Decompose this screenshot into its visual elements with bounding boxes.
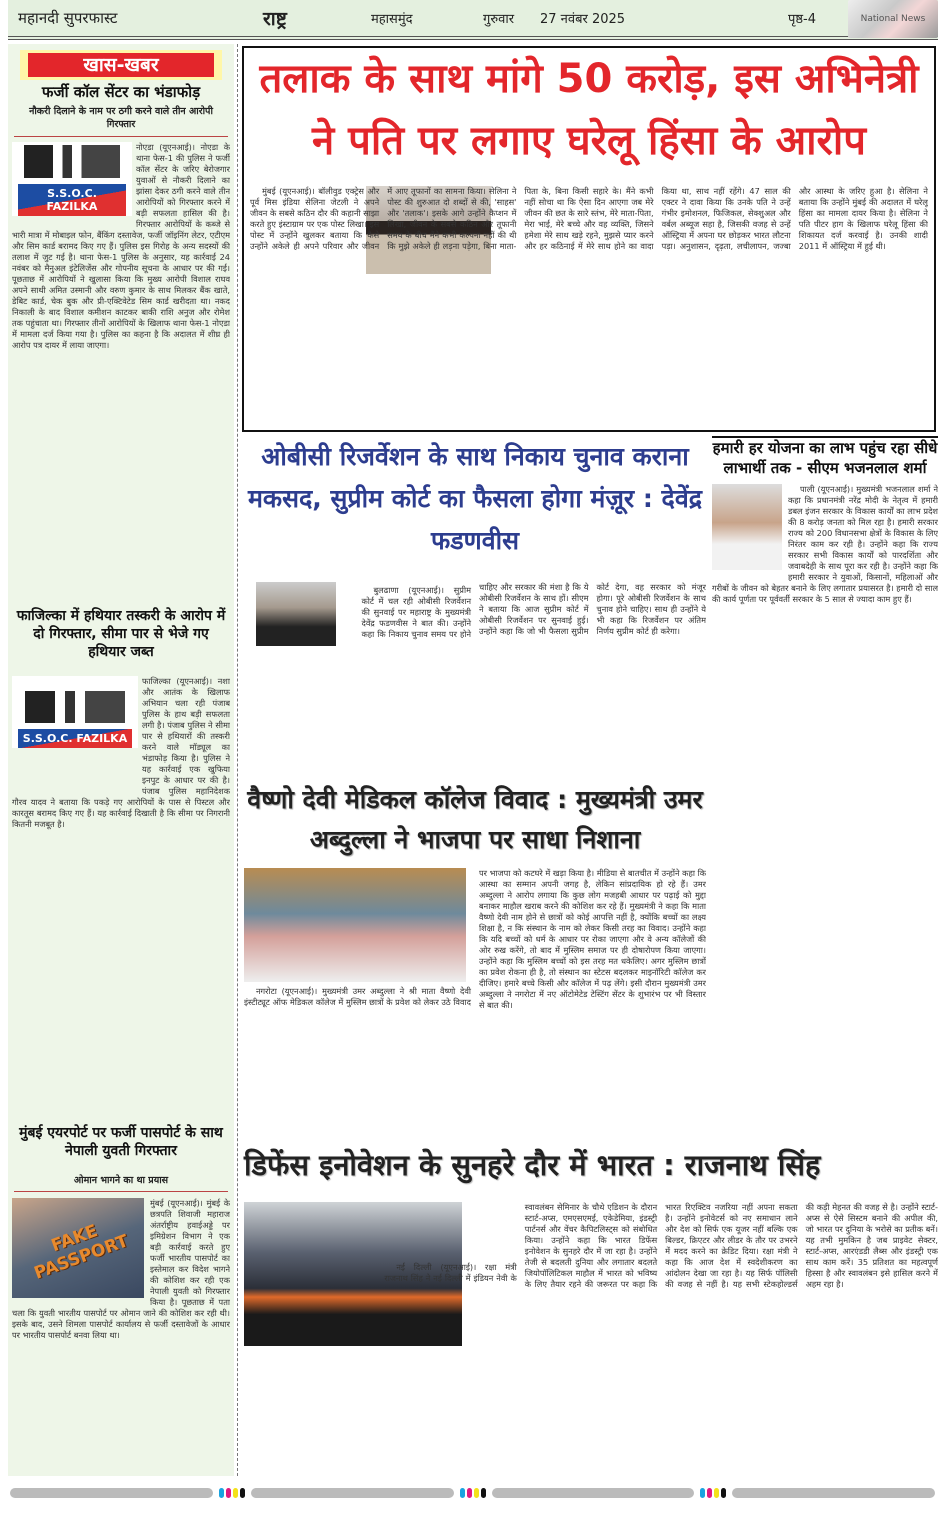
article-subhead: ओमान भागने का था प्रयास: [73, 1175, 169, 1186]
obc-body: बुलढाणा (यूएनआई)। सुप्रीम कोर्ट में चल रही ओबीसी रिजर्वेशन की सुनवाई पर महाराष्ट्र के मुख्यमंत्री देवेंद्र फडणवीस ने बात की। उन्होंने कहा कि निकाय चुनाव समय पर होने चाहिए और सरकार की मंशा है कि ये ओबीसी रिजर्वेशन के साथ हों। सीएम ने बताया कि आज सुप्रीम कोर्ट में ओबीसी रिजर्वेशन पर सुनवाई हुई। उन्होंने कहा कि जो भी फैसला सुप्रीम कोर्ट देगा, वह सरकार को मंजूर होगा। पूरे ओबीसी रिजर्वेशन के साथ चुनाव होने चाहिए। साथ ही उन्होंने ये भी कहा कि रिजर्वेशन पर अंतिम निर्णय सुप्रीम कोर्ट ही करेगा।: [361, 582, 706, 640]
image-caption: S.S.O.C. FAZILKA: [18, 729, 131, 748]
date: 27 नवंबर 2025: [540, 12, 626, 27]
article-body: फाजिल्का (यूएनआई)। नशा और आतंक के खिलाफ अभियान चला रही पंजाब पुलिस के हाथ बड़ी सफलता लगी है। पंजाब पुलिस ने सीमा पार से हथियारों की तस्करी करने वाले मॉड्यूल का भंडाफोड़ किया है। पुलिस ने यह कार्रवाई एक खुफिया इनपुट के आधार पर की है। पंजाब पुलिस महानिदेशक गौरव यादव ने बताया कि पकड़े गए आरोपियों के पास से पिस्टल और कारतूस बरामद किए गए हैं। यह कार्रवाई दिखाती है कि सीमा पर निगरानी कितनी मजबूत है।: [12, 676, 230, 829]
defence-body: नई दिल्ली (यूएनआई)। रक्षा मंत्री राजनाथ सिंह ने नई दिल्ली में इंडियन नेवी के स्वावलंबन सेमिनार के चौथे एडिशन के दौरान स्टार्ट-अप्स, एमएसएमई, एकेडेमिया, इंडस्ट्री पार्टनर्स और वेंचर कैपिटलिस्ट्स को संबोधित किया। उन्होंने कहा कि भारत डिफेंस इनोवेशन के सुनहरे दौर में जा रहा है। उन्होंने तेजी से बदलती दुनिया और लगातार बदलते जियोपॉलिटिकल माहौल में भारत को भविष्य के लिए तैयार रहने की जरूरत पर कहा कि भारत रिएक्टिव नजरिया नहीं अपना सकता है। उन्होंने इनोवेटर्स को नए समाधान लाने और देश को सिर्फ एक यूजर नहीं बल्कि एक बिल्डर, क्रिएटर और लीडर के तौर पर उभरने में मदद करने का क्रेडिट दिया। रक्षा मंत्री ने कहा कि आज देश में स्वदेशीकरण का आंदोलन देखा जा रहा है। यह सिर्फ पॉलिसी की वजह से नहीं है। यह सभी स्टेकहोल्डर्स की कड़ी मेहनत की वजह से है। उन्होंने स्टार्ट-अप्स से ऐसे सिस्टम बनाने की अपील की, जो भारत पर दुनिया के भरोसे का प्रतीक बनें। यह तभी मुमकिन है जब प्राइवेट सेक्टर, स्टार्ट-अप्स, आरएंडडी लैब्स और इंडस्ट्री एक साथ काम करें। 35 प्रतिशत का महत्वपूर्ण हिस्सा है और स्वावलंबन इसे हासिल करने में अहम रहा है।: [384, 1202, 938, 1289]
image-caption: S.S.O.C. FAZILKA: [18, 184, 126, 216]
page-number: पृष्ठ-4: [788, 12, 817, 27]
newspaper-name: महानदी सुपरफास्ट: [18, 9, 118, 27]
lead-headline: तलाक के साथ मांगे 50 करोड़, इस अभिनेत्री ने पति पर लगाए घरेलू हिंसा के आरोप: [259, 56, 919, 164]
section-name: राष्ट्र: [263, 8, 287, 30]
divider: [14, 1191, 228, 1192]
article-headline: फर्जी कॉल सेंटर का भंडाफोड़: [41, 83, 201, 101]
article-body: नोएडा (यूएनआई)। नोएडा के थाना फेस-1 की पुलिस ने फर्जी कॉल सेंटर के जरिए बेरोजगार युवाओं से नौकरी दिलाने का झांसा देकर ठगी करने वाले तीन आरोपियों को गिरफ्तार करने में बड़ी सफलता हासिल की है। गिरफ्तार आरोपियों के कब्जे से भारी मात्रा में मोबाइल फोन, बैंकिंग दस्तावेज, फर्जी जॉइनिंग लेटर, एटीएम और सिम कार्ड बरामद किए गए हैं। पुलिस इस गिरोह के अन्य सदस्यों की तलाश में जुट गई है। थाना फेस-1 पुलिस के अनुसार, यह कार्रवाई 24 नवंबर को मैनुअल इंटेलिजेंस और गोपनीय सूचना के आधार पर की गई। पूछताछ में आरोपियों ने खुलासा किया कि मुख्य आरोपी विशाल राघव अपने साथी अमित उस्मानी और वरुण कुमार के साथ मिलकर बैंक खाते, डेबिट कार्ड, चेक बुक और प्री-एक्टिवेटेड सिम कार्ड खरीदता था। नकद निकाली के बाद विशाल कमीशन काटकर बाकी राशि अनुज और रोमेश तक पहुंचाता था। गिरफ्तार तीनों आरोपियों के खिलाफ थाना फेस-1 नोएडा में मामला दर्ज किया गया है। पुलिस का कहना है कि अदालत में शीघ्र ही आरोप पत्र दायर में लाया जाएगा।: [12, 142, 230, 350]
divider: [14, 136, 228, 137]
passport-image-text: FAKE PASSPORT: [31, 1221, 132, 1284]
article-body: मुंबई (यूएनआई)। मुंबई के छत्रपति शिवाजी महाराज अंतर्राष्ट्रीय हवाईअड्डे पर इमिग्रेशन विभाग ने एक बड़ी कार्रवाई करते हुए फर्जी भारतीय पासपोर्ट का इस्तेमाल कर विदेश भागने की कोशिश कर रही एक नेपाली युवती को गिरफ्तार किया है। पूछताछ में पता चला कि युवती भारतीय पासपोर्ट पर ओमान जाने की कोशिश कर रही थी। इसके बाद, उसने शिमला पासपोर्ट कार्यालय से फर्जी दस्तावेजों के आधार पर भारतीय पासपोर्ट बनवा लिया था।: [12, 1198, 230, 1340]
article-headline: फाजिल्का में हथियार तस्करी के आरोप में दो गिरफ्तार, सीमा पार से भेजे गए हथियार जब्त: [16, 608, 226, 660]
vaishno-headline: वैष्णो देवी मेडिकल कॉलेज विवाद : मुख्यमंत्री उमर अब्दुल्ला ने भाजपा पर साधा निशाना: [247, 785, 703, 854]
lead-article: [242, 46, 936, 432]
defence-headline: डिफेंस इनोवेशन के सुनहरे दौर में भारत : राजनाथ सिंह: [244, 1148, 821, 1182]
khas-khabar-banner: [20, 50, 222, 80]
left-column: [8, 44, 234, 1476]
city: महासमुंद: [371, 12, 413, 27]
bhajanlal-headline: हमारी हर योजना का लाभ पहुंच रहा सीधे लाभार्थी तक - सीएम भजनलाल शर्मा: [712, 439, 938, 477]
defence-article: [244, 1142, 938, 1472]
article-subhead: नौकरी दिलाने के नाम पर ठगी करने वाले तीन आरोपी गिरफ्तार: [29, 106, 213, 130]
registration-marks: [10, 1487, 935, 1499]
lead-body: मुंबई (यूएनआई)। बॉलीवुड एक्ट्रेस और पूर्व मिस इंडिया सेलिना जेटली ने अपने जीवन के सबसे कठिन दौर की कहानी साझा करते हुए इंस्टाग्राम पर एक पोस्ट लिखा। इस पोस्ट में उन्होंने खुलकर बताया कि कैसे उन्होंने अकेले ही अपने परिवार और जीवन में आए तूफानों का सामना किया। सेलिना ने पोस्ट की शुरुआत दो शब्दों से की, 'साहस' और 'तलाक'। इसके आगे उन्होंने कैप्शन में लिखा, जीवन के सबसे कठिन और तूफानी समय के बीच मैंने कभी कल्पना नहीं की थी कि मुझे अकेले ही लड़ना पड़ेगा, बिना माता-पिता के, बिना किसी सहारे के। मैंने कभी नहीं सोचा था कि ऐसा दिन आएगा जब मेरे जीवन की छत के सारे स्तंभ, मेरे माता-पिता, मेरा भाई, मेरे बच्चे और वह व्यक्ति, जिसने हमेशा मेरे साथ खड़े रहने, मुझसे प्यार करने और हर कठिनाई में मेरे साथ होने का वादा किया था, साथ नहीं रहेंगे। 47 साल की एक्टर ने दावा किया कि उनके पति ने उन्हें गंभीर इमोशनल, फिजिकल, सेक्शुअल और वर्बल अब्यूज सहा है, जिसकी वजह से उन्हें ऑस्ट्रिया में अपना घर छोड़कर भारत लौटना पड़ा। अनुशासन, दृढ़ता, लचीलापन, जज्बा और आस्था के जरिए हुआ है। सेलिना ने बताया कि उन्होंने मुंबई की अदालत में घरेलू हिंसा का मामला दायर किया है। सेलिना ने पति पीटर हाग के खिलाफ घरेलू हिंसा की शिकायत दर्ज करवाई है। उनकी शादी 2011 में ऑस्ट्रिया में हुई थी।: [250, 186, 928, 251]
masthead: [8, 0, 938, 40]
obc-article: [244, 436, 706, 776]
vaishno-devi-article: [244, 780, 706, 1136]
bhajanlal-body: पाली (यूएनआई)। मुख्यमंत्री भजनलाल शर्मा ने कहा कि प्रधानमंत्री नरेंद्र मोदी के नेतृत्व में हमारी डबल इंजन सरकार के विकास कार्यों का लाभ प्रदेश की 8 करोड़ जनता को मिल रहा है। हमारी सरकार राज्य को 200 विधानसभा क्षेत्रों के विकास के लिए निरंतर काम कर रही है। उन्होंने कहा कि राज्य सरकार सभी विकास कार्यों को पारदर्शिता और जवाबदेही के साथ पूरा कर रही है। उन्होंने कहा कि हमारी सरकार ने युवाओं, किसानों, महिलाओं और गरीबों के जीवन को बेहतर बनाने के लिए लगातार प्रयासरत है। हमारी दो साल की कार्य पूर्णता पर पूर्ववर्ती सरकार के 5 साल से ज्यादा काम हुए हैं।: [712, 484, 938, 604]
national-news-logo: National News: [848, 0, 938, 38]
day: गुरुवार: [483, 12, 515, 27]
column-divider: [237, 44, 238, 1476]
vaishno-body: नगरोटा (यूएनआई)। मुख्यमंत्री उमर अब्दुल्ला ने श्री माता वैष्णो देवी इंस्टीट्यूट ऑफ मेडिकल कॉलेज में मुस्लिम छात्रों के प्रवेश को लेकर उठे विवाद पर भाजपा को कटघरे में खड़ा किया है। मीडिया से बातचीत में उन्होंने कहा कि आस्था का सम्मान अपनी जगह है, लेकिन सांप्रदायिक हो रहे हैं। उमर अब्दुल्ला ने आरोप लगाया कि कुछ लोग मजहबी आधार पर पढ़ाई को मुद्दा बनाकर माहौल खराब करने की कोशिश कर रहे हैं। मुख्यमंत्री ने कहा कि माता वैष्णो देवी नाम होने से छात्रों को कोई आपत्ति नहीं है, क्योंकि बच्चों का लक्ष्य शिक्षा है, न कि संस्थान के नाम को लेकर किसी तरह का विवाद। उन्होंने कहा कि यदि बच्चों को धर्म के आधार पर रोका जाएगा और वे अन्य कॉलेजों की ओर रुख करेंगे, तो बाद में मुस्लिम समाज पर ही दोषारोपण किया जाएगा। उन्होंने कहा कि मुस्लिम बच्चों को इस तरह मत धकेलिए। अगर मुस्लिम छात्रों का प्रवेश रोकना ही है, तो संस्थान का स्टेटस बदलकर माइनॉरिटी कॉलेज कर दीजिए। हमारे बच्चे किसी और कॉलेज में पढ़ लेंगे। इसी दौरान मुख्यमंत्री उमर अब्दुल्ला ने नगरोटा में नए ऑटोमेटेड टेस्टिंग सेंटर के शुभारंभ पर भी विस्तार से बात की।: [244, 868, 706, 1010]
article-headline: मुंबई एयरपोर्ट पर फर्जी पासपोर्ट के साथ नेपाली युवती गिरफ्तार: [19, 1125, 223, 1159]
right-column-article: [712, 436, 938, 1136]
banner-label: खास-खबर: [28, 53, 214, 77]
obc-headline: ओबीसी रिजर्वेशन के साथ निकाय चुनाव कराना मकसद, सुप्रीम कोर्ट का फैसला होगा मंज़ूर : देवेंद्र फडणवीस: [247, 442, 703, 555]
